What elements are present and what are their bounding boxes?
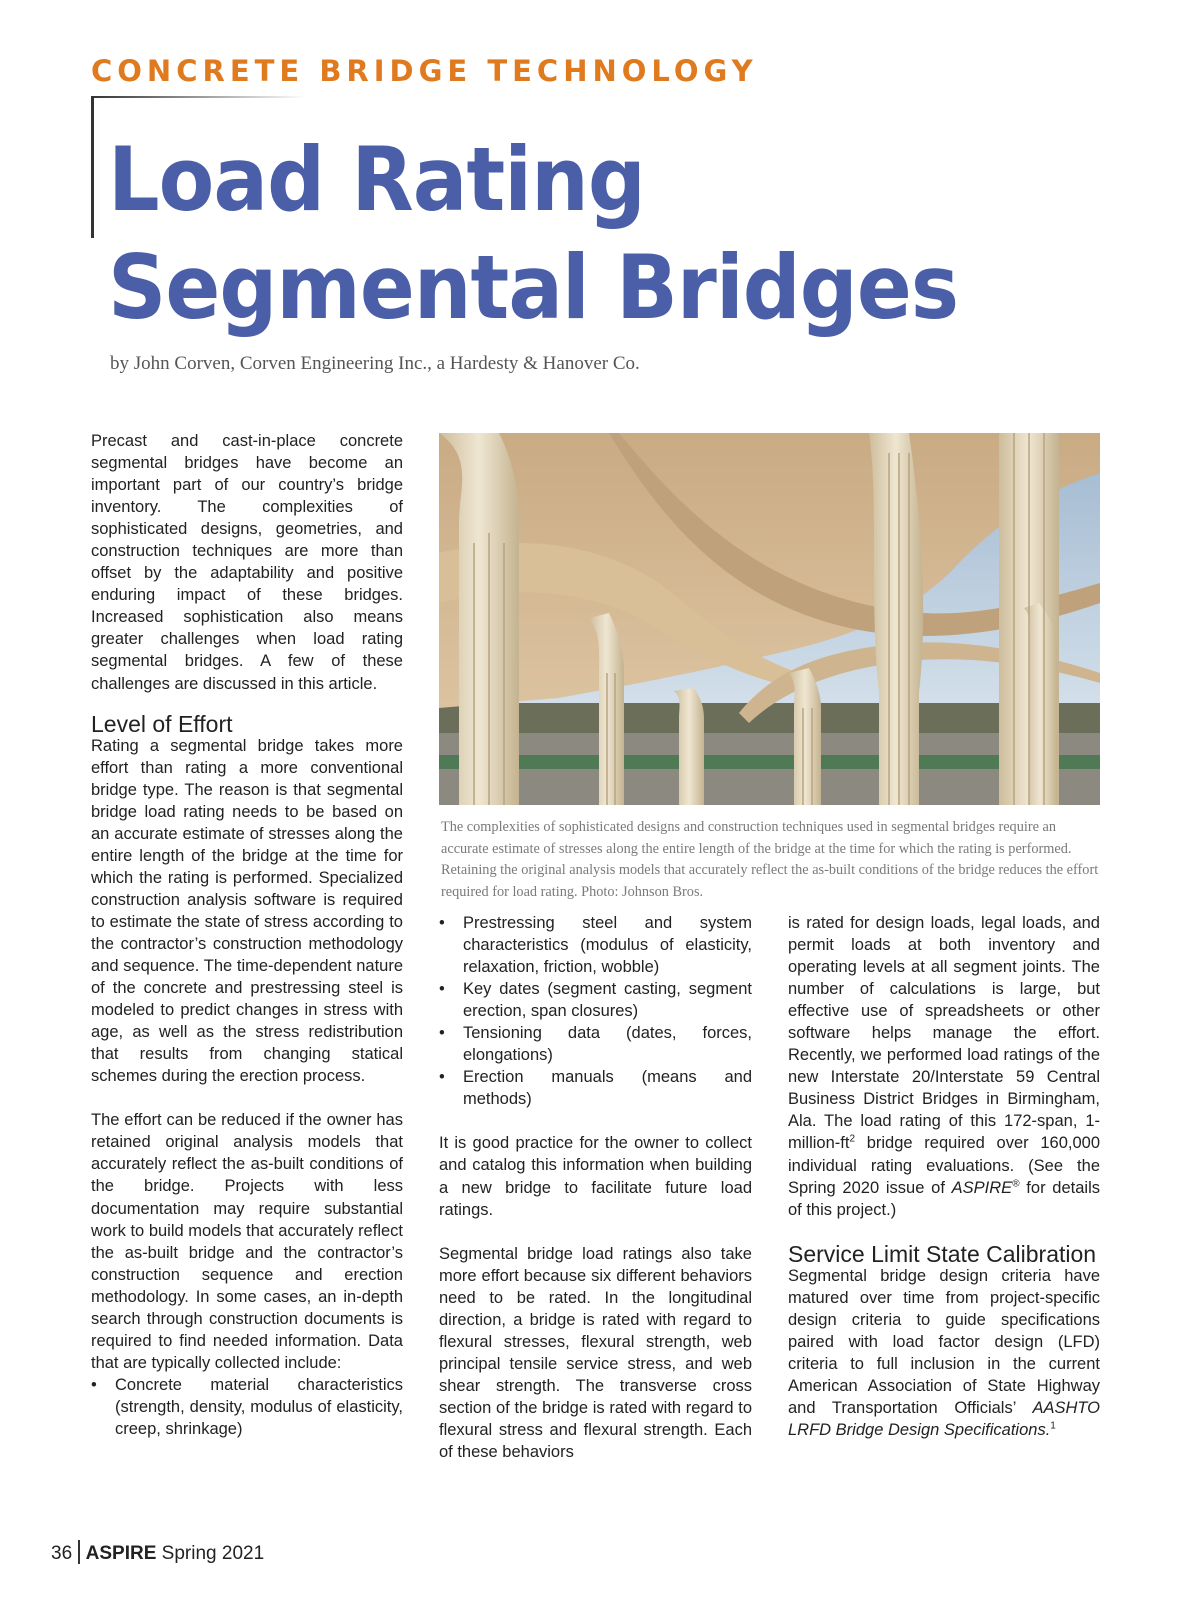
body-paragraph: Segmental bridge load ratings also take more effort because six different behaviors need to be rated. In the longitudinal direction, a bridge is rated with regard to flexural stresses, flexural strength, web principal tensile service stress, and web shear strength. The transverse cross section of the bridge is rated with regard to flexural stress and flexural strength. Each of these behaviors (439, 1244, 752, 1462)
column-2 (439, 912, 752, 1463)
list-item: • Erection manuals (means and methods) (439, 1066, 752, 1110)
data-bullet-list-continued (439, 912, 752, 1110)
list-item: • Concrete material characteristics (strength, density, modulus of elasticity, creep, shrinkage) (91, 1374, 403, 1440)
body-paragraph: It is good practice for the owner to collect and catalog this information when building a new bridge to facilitate future load ratings. (439, 1134, 752, 1219)
list-item: • Prestressing steel and system characteristics (modulus of elasticity, relaxation, friction, wobble) (439, 912, 752, 978)
data-bullet-list (91, 1374, 403, 1440)
intro-paragraph: Precast and cast-in-place concrete segmental bridges have become an important part of our country’s bridge inventory. The complexities of sophisticated designs, geometries, and construction techniques are more than offset by the adaptability and positive enduring impact of these bridges. Increased sophistication also means greater challenges when load rating segmental bridges. A few of these challenges are discussed in this article. (91, 432, 403, 693)
title-bracket-top (91, 96, 306, 98)
magazine-name: ASPIRE (85, 1543, 157, 1564)
list-item: • Tensioning data (dates, forces, elongations) (439, 1022, 752, 1066)
column-3 (788, 912, 1100, 1441)
bridge-photo (439, 433, 1100, 805)
issue-label: Spring 2021 (161, 1543, 265, 1564)
section-heading-level-of-effort: Level of Effort (91, 710, 233, 737)
byline: by John Corven, Corven Engineering Inc., a Hardesty & Hanover Co. (110, 353, 640, 374)
section-kicker: CONCRETE BRIDGE TECHNOLOGY (91, 54, 758, 88)
section-heading-service-limit-state: Service Limit State Calibration (788, 1240, 1097, 1267)
body-paragraph: The effort can be reduced if the owner has retained original analysis models that accurately reflect the as-built conditions of the bridge. Projects with less documentation may require substantial work to build models that accurately reflect the as-built bridge and the contractor’s construction sequence and erection methodology. In some cases, an in-depth search through construction documents is required to find needed information. Data that are typically collected include: (91, 1111, 403, 1372)
title-line-2: Segmental Bridges (108, 236, 959, 339)
column-1 (91, 430, 403, 1440)
title-line-1: Load Rating (108, 128, 645, 231)
article-title (108, 126, 958, 342)
title-bracket-side (91, 98, 94, 238)
photo-caption: The complexities of sophisticated designs and construction techniques used in segmental bridges require an accurate estimate of stresses along the entire length of the bridge at the time for which the rating is performed. Retaining the original analysis models that accurately reflect the as-built conditions of the bridge reduces the effort required for load rating. Photo: Johnson Bros. (441, 819, 1099, 900)
footer-divider (78, 1540, 80, 1564)
body-paragraph: Segmental bridge design criteria have matured over time from project-specific design criteria to guide specifications paired with load factor design (LFD) criteria to full inclusion in the current American Association of State Highway and Transportation Officials’ AASHTO LRFD Bridge Design Specifications.$^1$ (788, 1266, 1100, 1439)
body-paragraph: Rating a segmental bridge takes more effort than rating a more conventional bridge type. The reason is that segmental bridge load rating needs to be based on an accurate estimate of stresses along the entire length of the bridge at the time for which the rating is performed. Specialized construction analysis software is required to estimate the state of stress according to the contractor’s construction methodology and sequence. The time-dependent nature of the concrete and prestressing steel is modeled to predict changes in stress with age, as well as the stress redistribution that results from changing statical schemes during the erection process. (91, 736, 403, 1086)
list-item: • Key dates (segment casting, segment erection, span closures) (439, 978, 752, 1022)
page-footer (51, 1540, 264, 1565)
page-number: 36 (51, 1543, 73, 1564)
body-paragraph: is rated for design loads, legal loads, and permit loads at both inventory and operating levels at all segment joints. The number of calculations is large, but effective use of spreadsheets or other software helps manage the effort. Recently, we performed load ratings of the new Interstate 20/Interstate 59 Central Business District Bridges in Birmingham, Ala. The load rating of this 172-span, $1-million-ft^2$ bridge required over 160,000 individual rating evaluations. (See the Spring 2020 issue of ASPIRE® for details of this project.) (788, 914, 1100, 1219)
